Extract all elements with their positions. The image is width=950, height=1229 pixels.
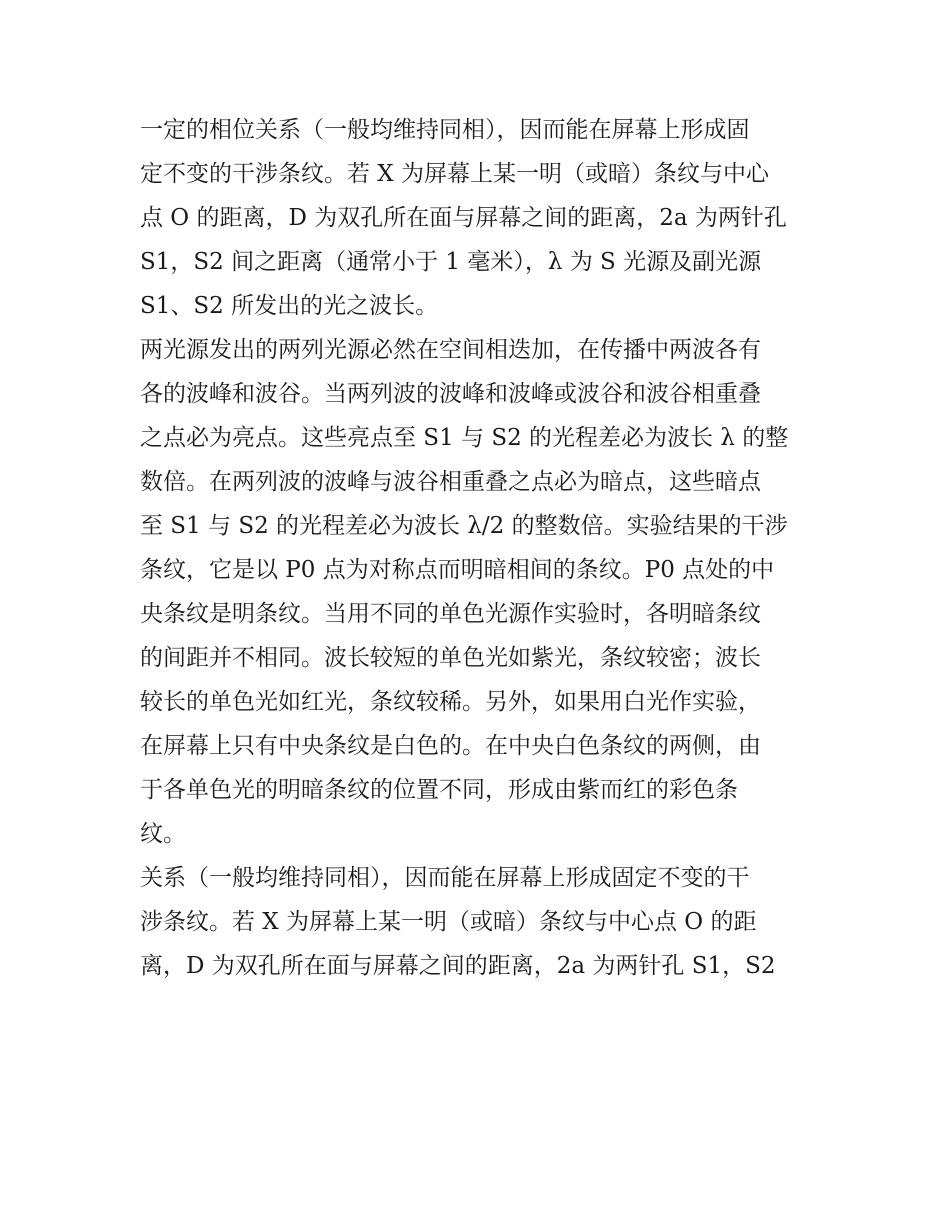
text-line: 离，D 为双孔所在面与屏幕之间的距离，2a 为两针孔 S1，S2 (140, 953, 776, 979)
paragraph-2 (140, 328, 820, 856)
text-line: 关系（一般均维持同相），因而能在屏幕上形成固定不变的干 (140, 865, 750, 891)
text-line: 之点必为亮点。这些亮点至 S1 与 S2 的光程差必为波长 λ 的整 (140, 425, 789, 451)
text-line: 涉条纹。若 X 为屏幕上某一明（或暗）条纹与中心点 O 的距 (140, 909, 757, 935)
text-line: 条纹，它是以 P0 点为对称点而明暗相间的条纹。P0 点处的中 (140, 557, 775, 583)
text-line: 一定的相位关系（一般均维持同相），因而能在屏幕上形成固 (140, 117, 750, 143)
text-line: 点 O 的距离，D 为双孔所在面与屏幕之间的距离，2a 为两针孔 (140, 205, 787, 231)
text-line: 纹。 (140, 821, 186, 847)
paragraph-3 (140, 856, 820, 988)
text-line: 各的波峰和波谷。当两列波的波峰和波峰或波谷和波谷相重叠 (140, 381, 761, 407)
text-line: S1，S2 间之距离（通常小于 1 毫米），λ 为 S 光源及副光源 (140, 249, 762, 275)
text-line: 于各单色光的明暗条纹的位置不同，形成由紫而红的彩色条 (140, 777, 738, 803)
text-line: 定不变的干涉条纹。若 X 为屏幕上某一明（或暗）条纹与中心 (140, 161, 769, 187)
text-line: 在屏幕上只有中央条纹是白色的。在中央白色条纹的两侧，由 (140, 733, 761, 759)
body-text (140, 108, 820, 988)
text-line: 的间距并不相同。波长较短的单色光如紫光，条纹较密；波长 (140, 645, 761, 671)
text-line: 两光源发出的两列光源必然在空间相迭加，在传播中两波各有 (140, 337, 761, 363)
text-line: 央条纹是明条纹。当用不同的单色光源作实验时，各明暗条纹 (140, 601, 761, 627)
text-line: 较长的单色光如红光，条纹较稀。另外，如果用白光作实验， (140, 689, 761, 715)
text-line: S1、S2 所发出的光之波长。 (140, 293, 439, 319)
text-line: 数倍。在两列波的波峰与波谷相重叠之点必为暗点，这些暗点 (140, 469, 761, 495)
paragraph-1 (140, 108, 820, 328)
text-line: 至 S1 与 S2 的光程差必为波长 λ/2 的整数倍。实验结果的干涉 (140, 513, 788, 539)
